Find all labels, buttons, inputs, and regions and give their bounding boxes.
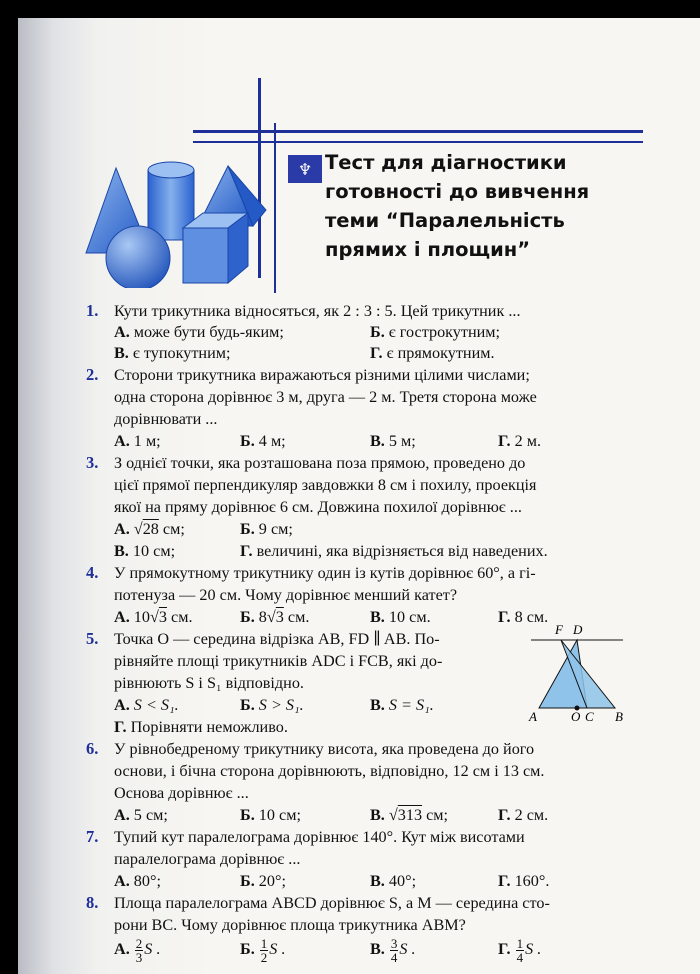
answer-option: А. 5 см;: [114, 806, 168, 824]
textbook-page: [18, 18, 700, 974]
question-text: Точка O — середина відрізка AB, FD ∥ AB. По-: [114, 630, 440, 648]
answer-option: Г. величині, яка відрізняється від наведених.: [240, 542, 548, 560]
question-text: рівняйте площі трикутників ADC і FCB, які до-: [114, 652, 443, 670]
question-text: У прямокутному трикутнику один із кутів дорівнює 60°, а гі-: [114, 564, 536, 582]
answer-option: А. √28 см;: [114, 520, 185, 538]
question-text: З однієї точки, яка розташована поза прямою, проведено до: [114, 454, 526, 472]
answer-option: А. 1 м;: [114, 432, 161, 450]
label-c: C: [585, 709, 594, 723]
answer-option: В. 40°;: [370, 872, 417, 890]
question-text: якої на пряму дорівнює 6 см. Довжина похилої дорівнює ...: [114, 498, 522, 516]
question-text: паралелограма дорівнює ...: [114, 850, 301, 868]
question-text: Площа паралелограма ABCD дорівнює S, а M — середина сто-: [114, 894, 550, 912]
answer-option: А. S < S₁.: [114, 696, 179, 714]
trophy-icon: ♆: [288, 155, 322, 183]
answer-option: А. 10√3 см.: [114, 608, 193, 626]
test-questions: [18, 18, 700, 974]
question-text: Основа дорівнює ...: [114, 784, 249, 802]
answer-option: А. 80°;: [114, 872, 161, 890]
question-text: цієї прямої перпендикуляр завдовжки 8 см і похилу, проекція: [114, 476, 537, 494]
answer-option: Б. 8√3 см.: [240, 608, 310, 626]
label-d: D: [573, 622, 583, 637]
answer-option: В. S = S₁.: [370, 696, 434, 714]
answer-option: В. є тупокутним;: [114, 344, 231, 362]
question-text: Сторони трикутника виражаються різними цілими числами;: [114, 366, 530, 384]
answer-option: А. $\frac{2}{3}$ S .: [114, 935, 161, 965]
answer-option: Б. $\frac{1}{2}$ S .: [240, 935, 286, 965]
answer-option: Г. 2 см.: [498, 806, 549, 824]
answer-option: В. √313 см;: [370, 806, 449, 824]
answer-option: Г. 8 см.: [498, 608, 549, 626]
answer-option: Г. є прямокутним.: [370, 344, 495, 362]
answer-option: Г. 2 м.: [498, 432, 542, 450]
question-number: 5.: [86, 629, 99, 648]
question-text: рони BC. Чому дорівнює площа трикутника ABM?: [114, 916, 466, 934]
question-text: основи, і бічна сторона дорівнюють, відповідно, 12 см і 13 см.: [114, 762, 545, 780]
question-text: Тупий кут паралелограма дорівнює 140°. Кут між висотами: [114, 828, 525, 846]
question-number: 2.: [86, 365, 99, 384]
title-line: готовності до вивчення: [325, 180, 590, 203]
answer-option: В. 10 см;: [114, 542, 176, 560]
question-number: 3.: [86, 453, 99, 472]
label-f: F: [555, 622, 563, 637]
answer-option: Б. 9 см;: [240, 520, 293, 538]
answer-option: Б. є гострокутним;: [370, 323, 501, 341]
fraction: $\frac{1}{4}$: [516, 935, 524, 965]
answer-option: В. 5 м;: [370, 432, 416, 450]
answer-option: Б. 4 м;: [240, 432, 286, 450]
answer-option: Б. S > S₁.: [240, 696, 304, 714]
question-text: У рівнобедреному трикутнику висота, яка проведена до його: [114, 740, 535, 758]
fraction: $\frac{3}{4}$: [390, 935, 398, 965]
answer-option: В. 10 см.: [370, 608, 431, 626]
question-text: рівнюють S і S₁ відповідно.: [114, 674, 304, 692]
answer-option: А. може бути будь-яким;: [114, 323, 284, 341]
question-text: Кути трикутника відносяться, як 2 : 3 : 5. Цей трикутник ...: [114, 302, 521, 320]
answer-option: Б. 20°;: [240, 872, 286, 890]
fraction: $\frac{2}{3}$: [135, 935, 143, 965]
question-number: 8.: [86, 893, 99, 912]
fraction: $\frac{1}{2}$: [260, 935, 268, 965]
question-text: одна сторона дорівнює 3 м, друга — 2 м. Третя сторона може: [114, 388, 537, 406]
answer-option: Г. Порівняти неможливо.: [114, 718, 288, 736]
answer-option: Б. 10 см;: [240, 806, 301, 824]
title-line: теми “Паралельність: [325, 209, 565, 232]
answer-option: В. $\frac{3}{4}$ S .: [370, 935, 416, 965]
label-a: A: [529, 709, 537, 723]
title-line: Тест для діагностики: [325, 151, 567, 174]
label-b: B: [615, 709, 623, 723]
question-number: 1.: [86, 301, 99, 320]
question-number: 6.: [86, 739, 99, 758]
answer-option: Г. 160°.: [498, 872, 550, 890]
answer-option: Г. $\frac{1}{4}$ S .: [498, 935, 542, 965]
question-number: 4.: [86, 563, 99, 582]
question-text: дорівнювати ...: [114, 410, 218, 428]
title-line: прямих і площин”: [325, 238, 531, 261]
question-number: 7.: [86, 827, 99, 846]
label-o: O: [571, 709, 581, 723]
triangle-figure: [523, 618, 628, 723]
question-text: потенуза — 20 см. Чому дорівнює менший катет?: [114, 586, 458, 604]
